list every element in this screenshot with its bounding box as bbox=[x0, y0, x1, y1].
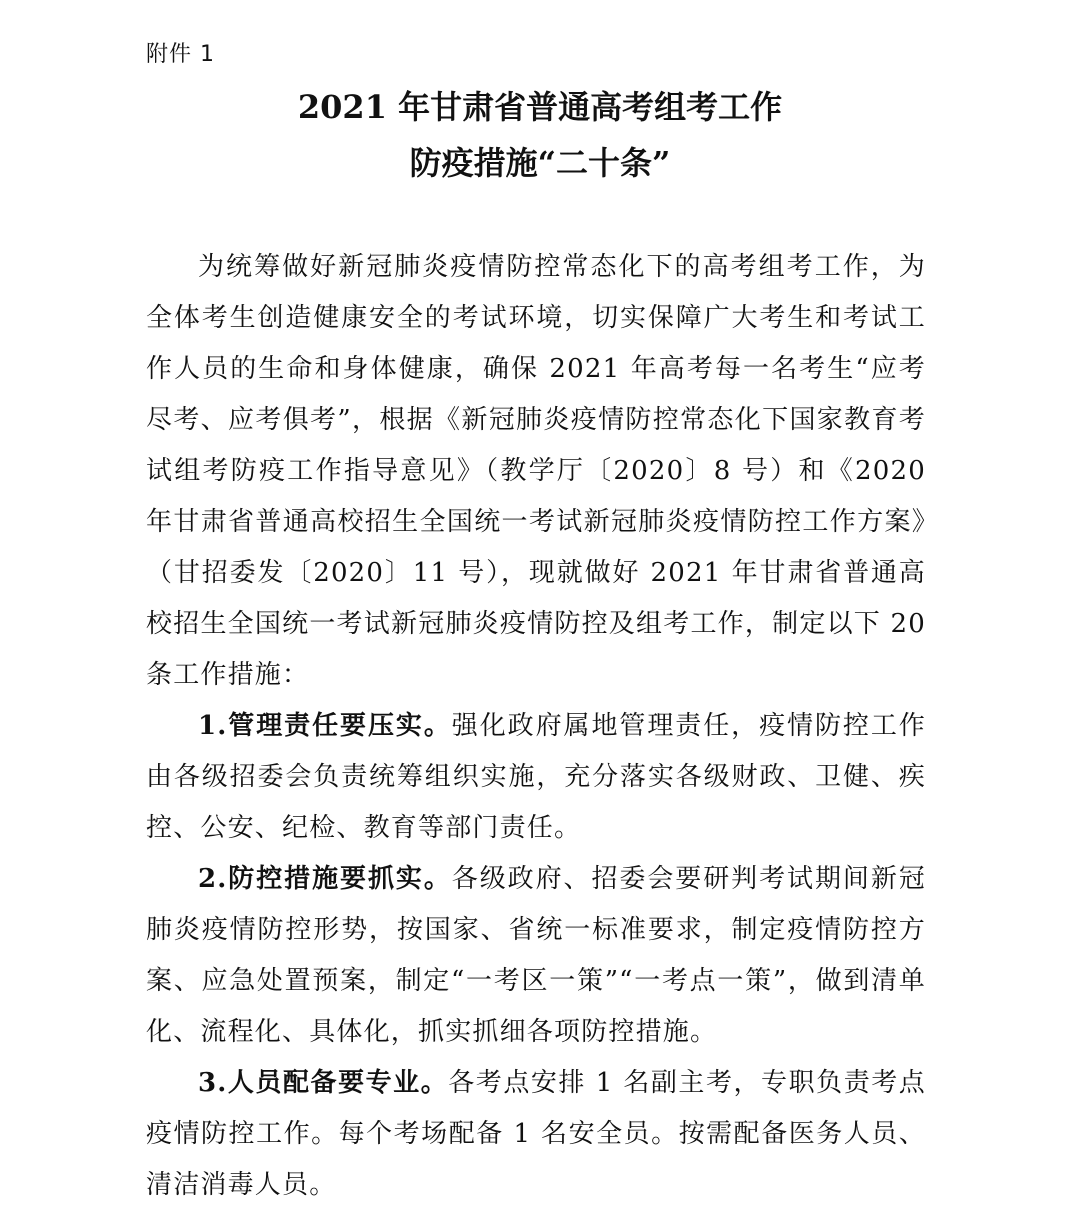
measure-item-3 bbox=[146, 1058, 926, 1211]
measure-item-3-text: 各考点安排 1 名副主考，专职负责考点疫情防控工作。每个考场配备 1 名安全员。按需配备医务人员、清洁消毒人员。 bbox=[146, 1068, 926, 1200]
measure-item-1-text: 强化政府属地管理责任，疫情防控工作由各级招委会负责统筹组织实施，充分落实各级财政、卫健、疾控、公安、纪检、教育等部门责任。 bbox=[146, 711, 926, 843]
measure-item-1-heading: 1.管理责任要压实。 bbox=[198, 711, 452, 741]
measure-item-2-text: 各级政府、招委会要研判考试期间新冠肺炎疫情防控形势，按国家、省统一标准要求，制定疫情防控方案、应急处置预案，制定“一考区一策”“一考点一策”，做到清单化、流程化、具体化，抓实抓细各项防控措施。 bbox=[146, 864, 926, 1047]
measure-item-2 bbox=[146, 854, 926, 1058]
document-title-line-1: 2021 年甘肃省普通高考组考工作 bbox=[297, 88, 783, 126]
document-title-line-2: 防疫措施“二十条” bbox=[409, 144, 671, 182]
attachment-label: 附件 1 bbox=[146, 42, 215, 67]
intro-paragraph: 为统筹做好新冠肺炎疫情防控常态化下的高考组考工作，为全体考生创造健康安全的考试环境，切实保障广大考生和考试工作人员的生命和身体健康，确保 2021 年高考每一名考生“应考尽考、应考俱考”，根据《新冠肺炎疫情防控常态化下国家教育考试组考防疫工作指导意见》（教学厅〔2020〕8 号）和《2020 年甘肃省普通高校招生全国统一考试新冠肺炎疫情防控工作方案》（甘招委发〔2020〕11 号），现就做好 2021 年甘肃省普通高校招生全国统一考试新冠肺炎疫情防控及组考工作，制定以下 20 条工作措施： bbox=[146, 252, 926, 690]
measure-item-2-heading: 2.防控措施要抓实。 bbox=[198, 864, 452, 894]
measure-item-3-heading: 3.人员配备要专业。 bbox=[198, 1068, 449, 1098]
document-body bbox=[146, 242, 926, 1211]
measure-item-1 bbox=[146, 701, 926, 854]
